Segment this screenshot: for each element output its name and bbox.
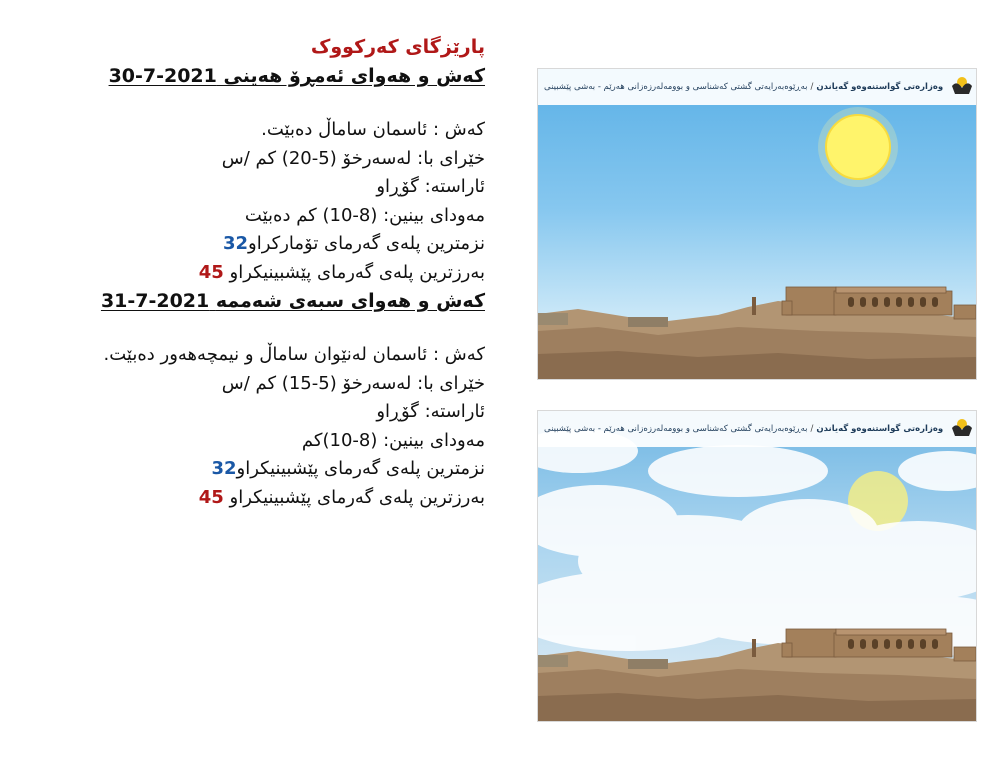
wind-speed: خێرای با: لەسەرخۆ (5-15) کم /س xyxy=(221,372,485,394)
sunny-weather-image xyxy=(537,68,977,380)
min-temp-value: 32 xyxy=(211,458,237,479)
kurdistan-emblem-icon xyxy=(949,72,975,102)
department-name: بەڕێوەبەرایەتی گشتی کەشناسی و بوومەلەرزەزانی هەرێم - بەشی پێشبینی xyxy=(544,424,808,434)
forecast-date: 31-7-2021 xyxy=(100,290,210,312)
kurdistan-emblem-icon xyxy=(949,414,975,444)
heading-text: کەش و هەوای ئەمڕۆ هەینی xyxy=(223,65,485,87)
sky-condition: کەش : ئاسمان ساماڵ دەبێت. xyxy=(261,119,485,140)
ministry-name: وەزارەتی گواستنەوەو گەیاندن xyxy=(816,424,944,434)
department-name: بەڕێوەبەرایەتی گشتی کەشناسی و بوومەلەرزەزانی هەرێم - بەشی پێشبینی xyxy=(544,82,808,92)
max-temperature xyxy=(60,484,485,513)
banner-separator: / xyxy=(810,424,814,434)
min-temp-label: نزمترین پلەی گەرمای پێشبینیکراو xyxy=(236,458,485,479)
minaret xyxy=(752,297,756,315)
min-temp-label: نزمترین پلەی گەرمای تۆمارکراو xyxy=(248,233,485,254)
forecast-date: 30-7-2021 xyxy=(108,65,217,87)
max-temp-value: 45 xyxy=(198,261,224,283)
ministry-banner xyxy=(538,411,976,447)
citadel-scene xyxy=(538,69,976,379)
max-temp-label: بەرزترین پلەی گەرمای پێشبینیکراو xyxy=(229,486,485,508)
ministry-name: وەزارەتی گواستنەوەو گەیاندن xyxy=(816,82,944,92)
max-temp-value: 45 xyxy=(198,486,224,508)
citadel-scene xyxy=(538,411,976,721)
forecast-heading-today xyxy=(60,62,485,90)
visibility: مەودای بینین: (8-10) کم دەبێت xyxy=(244,204,485,226)
min-temperature xyxy=(60,230,485,259)
citadel xyxy=(782,287,976,319)
clouds xyxy=(538,429,976,656)
max-temperature xyxy=(60,259,485,288)
heading-text: کەش و هەوای سبەی شەممە xyxy=(215,290,485,312)
visibility: مەودای بینین: (8-10)کم xyxy=(301,429,485,451)
min-temperature xyxy=(60,455,485,484)
max-temp-label: بەرزترین پلەی گەرمای پێشبینیکراو xyxy=(229,261,485,283)
city-title: پارێزگای کەرکووک xyxy=(310,36,485,58)
min-temp-value: 32 xyxy=(222,233,249,254)
minaret xyxy=(752,639,756,657)
sky-condition: کەش : ئاسمان لەنێوان ساماڵ و نیمچەهەور دەبێت. xyxy=(103,344,485,365)
banner-text xyxy=(544,424,943,434)
citadel xyxy=(782,629,976,661)
ministry-banner xyxy=(538,69,976,105)
partly-cloudy-weather-image xyxy=(537,410,977,722)
banner-separator: / xyxy=(810,82,814,92)
wind-direction: ئاراستە: گۆڕاو xyxy=(376,176,485,197)
wind-direction: ئاراستە: گۆڕاو xyxy=(376,401,485,422)
forecast-heading-tomorrow xyxy=(60,287,485,315)
forecast-text xyxy=(60,32,485,512)
wind-speed: خێرای با: لەسەرخۆ (5-20) کم /س xyxy=(221,147,485,169)
banner-text xyxy=(544,82,943,92)
